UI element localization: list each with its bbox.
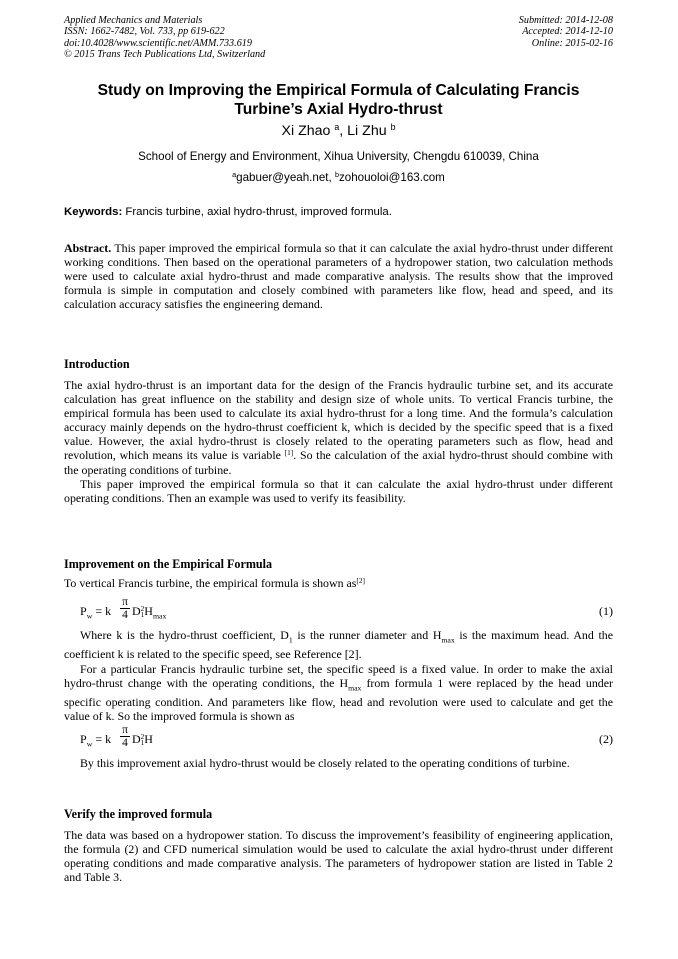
email-b: zohouoloi@163.com (338, 171, 445, 184)
improve-paragraph-2 (64, 628, 613, 662)
intro-paragraph-1 (64, 378, 613, 477)
eq2-h: H (144, 732, 153, 746)
eq1-pi: π (122, 596, 128, 608)
abstract-label: Abstract. (64, 241, 112, 255)
equation-2-number: (2) (599, 732, 613, 746)
title-line-2: Turbine’s Axial Hydro-thrust (234, 101, 443, 118)
improve-paragraph-3 (64, 662, 613, 724)
verify-paragraph-1: The data was based on a hydropower station. To discuss the improvement’s feasibility of engineering application, the formula (2) and CFD numerical simulation would be used to calculate the axial hydro-thrust under different operating conditions and made comparative analysis. The parameters of hydropower station are listed in Table 2 and Table 3. (64, 828, 613, 885)
author-emails (64, 170, 613, 185)
introduction-body (64, 378, 613, 505)
eq1-d: D (132, 604, 141, 618)
eq1-fraction (120, 596, 130, 621)
improve-p1-text: To vertical Francis turbine, the empirical formula is shown as (64, 576, 357, 590)
author-2-mark: b (390, 122, 396, 133)
submitted-date: Submitted: 2014-12-08 (518, 15, 613, 26)
eq1-p-sub: w (86, 611, 93, 621)
equation-1 (80, 596, 613, 626)
email-a: gabuer@yeah.net, (236, 171, 332, 184)
citation-2: [2] (356, 575, 365, 585)
improve-paragraph-4: By this improvement axial hydro-thrust would be closely related to the operating conditions of turbine. (80, 756, 570, 770)
eq2-d: D (132, 732, 141, 746)
improve-p3-text-b: from formula 1 were replaced by the head under specific operating condition. And parameters like flow, head and revolution were used to calculate and get the value of k. So the improved formula is shown as (64, 675, 613, 724)
journal-name: Applied Mechanics and Materials (64, 15, 203, 26)
abstract (64, 241, 613, 311)
issn: ISSN: 1662-7482, Vol. 733, pp 619-622 (64, 26, 225, 38)
heading-verify: Verify the improved formula (64, 807, 213, 821)
author-list (64, 122, 613, 140)
author-2: Li Zhu (347, 123, 387, 139)
eq2-p: P (80, 732, 87, 746)
heading-introduction: Introduction (64, 357, 130, 371)
author-1: Xi Zhao (281, 123, 331, 139)
eq2-equals-k: = k (92, 732, 112, 746)
improvement-conclusion (64, 756, 613, 770)
eq2-d-sup: 2 (140, 733, 145, 741)
eq1-h: H (144, 604, 153, 618)
improve-p2-text-c: is the maximum head. And the coefficient k is related to the specific speed, see Reference [2]. (64, 628, 613, 662)
eq1-h-sub: max (152, 611, 167, 621)
online-date: Online: 2015-02-16 (531, 37, 613, 49)
improve-p2-h-sub: max (441, 635, 455, 645)
author-separator: , (339, 123, 348, 139)
improvement-body (64, 628, 613, 723)
eq1-p: P (80, 604, 87, 618)
improve-p3-text-a: For a particular Francis hydraulic turbine set, the specific speed is a fixed value. In order to make the axial hydro-thrust change with the operating conditions, the H (64, 661, 613, 690)
eq2-fraction (120, 724, 130, 749)
eq2-p-sub: w (86, 739, 93, 749)
eq1-d-sub: 1 (140, 611, 145, 619)
eq2-d-sub: 1 (140, 739, 145, 747)
author-1-mark: a (334, 122, 340, 133)
eq2-four: 4 (122, 737, 128, 749)
publication-dates (373, 15, 613, 49)
affiliation: School of Energy and Environment, Xihua University, Chengdu 610039, China (138, 150, 539, 163)
paper-title (64, 81, 613, 119)
intro-paragraph-2: This paper improved the empirical formula so that it can calculate the axial hydro-thrust under different operating conditions. Then an example was used to verify its feasibility. (64, 476, 613, 505)
intro-p1-text-b: . So the calculation of the axial hydro-thrust should combine with the operating conditions of turbine. (64, 448, 613, 477)
email-a-mark: a (232, 170, 237, 180)
eq2-pi: π (122, 724, 128, 736)
title-line-1: Study on Improving the Empirical Formula of Calculating Francis (97, 82, 580, 99)
keywords-label: Keywords: (64, 206, 123, 218)
eq1-four: 4 (122, 609, 128, 621)
citation-1: [1] (284, 448, 294, 458)
improve-p2-text-b: is the runner diameter and H (292, 628, 442, 642)
doi: doi:10.4028/www.scientific.net/AMM.733.619 (64, 37, 252, 49)
eq1-d-sup: 2 (140, 605, 145, 613)
intro-p1-text-a: The axial hydro-thrust is an important data for the design of the Francis hydraulic turbine set, and its accurate calculation has great influence on the stability and design size of whole units. To vertical Francis turbine, the empirical formula has been used to calculate its axial hydro-thrust for a long time. And the formula’s calculation accuracy mainly depends on the hydro-thrust coefficient k, which is decided by the specific speed that is a fixed value. However, the axial hydro-thrust is closely related to the operating parameters such as flow, head and revolution, which means its value is variable (64, 378, 613, 463)
heading-improvement: Improvement on the Empirical Formula (64, 557, 273, 571)
journal-metadata (64, 15, 384, 61)
copyright: © 2015 Trans Tech Publications Ltd, Switzerland (64, 49, 266, 61)
verify-body (64, 828, 613, 884)
eq1-equals-k: = k (92, 604, 112, 618)
equation-2 (80, 724, 613, 754)
improve-p3-h-sub: max (348, 683, 362, 693)
abstract-text: This paper improved the empirical formula so that it can calculate the axial hydro-thrust under different working conditions. Then based on the operational parameters of a hydropower station, two calculation methods were used to calculate axial hydro-thrust and made comparative analysis. The results show that the improved formula is simple in computation and closely combined with parameters like flow, head and speed, and its calculation accuracy satisfies the engineering demand. (64, 241, 613, 312)
keywords (64, 205, 613, 219)
accepted-date: Accepted: 2014-12-10 (522, 26, 613, 38)
keywords-text: Francis turbine, axial hydro-thrust, improved formula. (125, 206, 392, 218)
improve-p2-text-a: Where k is the hydro-thrust coefficient, D (80, 628, 289, 642)
equation-1-number: (1) (599, 604, 613, 618)
improvement-intro (64, 576, 613, 590)
improve-p2-d-sub: 1 (288, 635, 293, 645)
email-b-mark: b (334, 170, 339, 180)
